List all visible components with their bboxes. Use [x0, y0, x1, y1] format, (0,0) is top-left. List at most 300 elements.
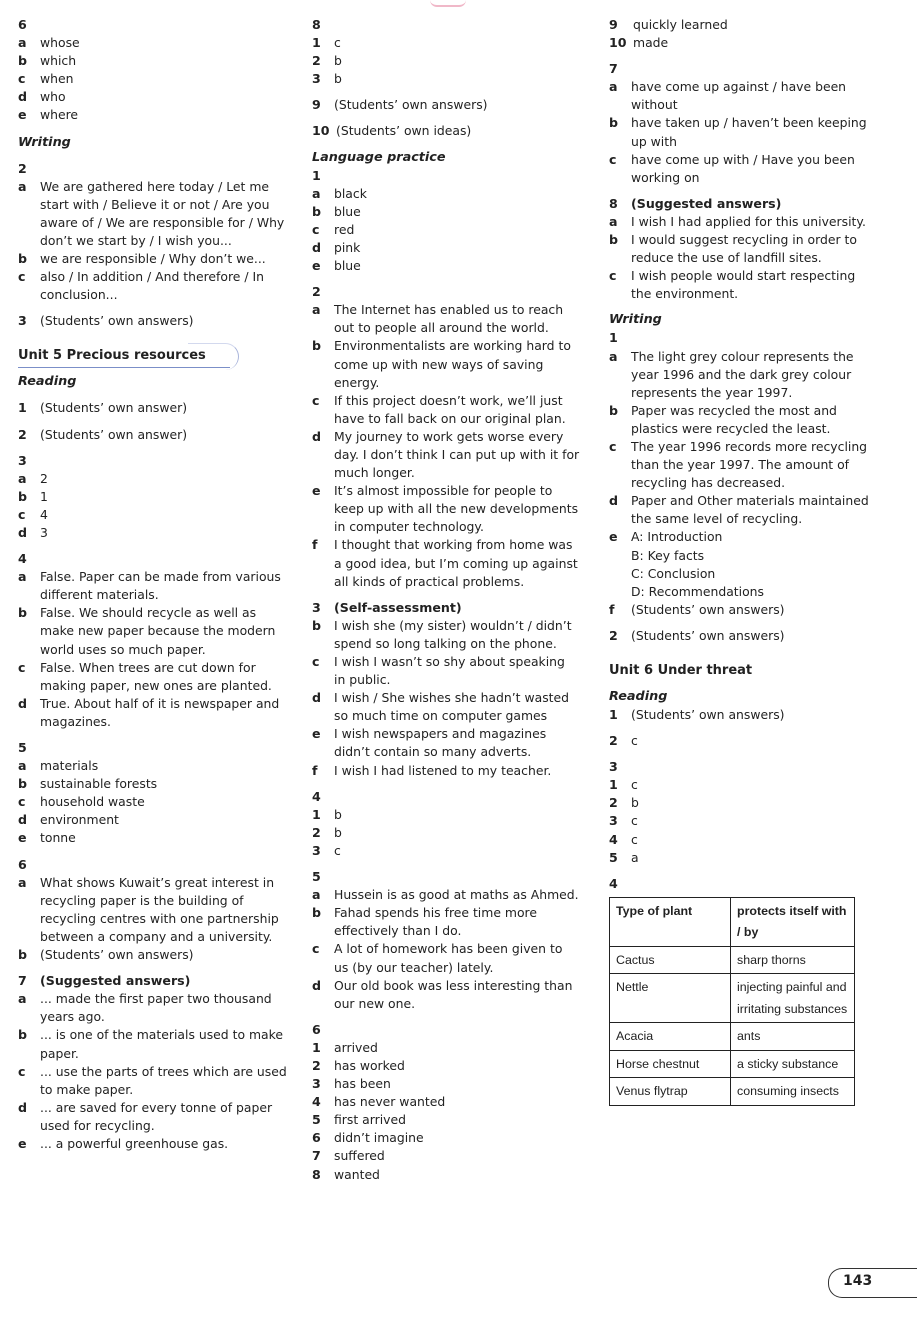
exercise-number: 1: [609, 330, 618, 346]
answer-text: A lot of homework has been given to us (by our teacher) lately.: [334, 941, 563, 975]
answer-label: c: [609, 268, 617, 284]
answer-label: 2: [312, 824, 321, 840]
answer-label: 1: [609, 777, 618, 793]
answer-text: Hussein is as good at maths as Ahmed.: [334, 887, 579, 903]
answer-text: has never wanted: [334, 1094, 446, 1110]
table-header-row: [610, 897, 855, 946]
answer-row: [18, 659, 290, 695]
answer-label: e: [18, 107, 27, 123]
answer-label: d: [609, 493, 619, 509]
answer-label: d: [312, 977, 322, 993]
answer-text: Fahad spends his free time more effectively than I do.: [334, 905, 537, 939]
exercise-subheading: (Suggested answers): [631, 195, 782, 211]
exercise-number: 5: [312, 869, 321, 885]
exercise-number: 7: [609, 61, 618, 77]
exercise-number: 8: [609, 195, 618, 211]
answer-text: who: [40, 89, 66, 105]
exercise-number: 4: [609, 875, 618, 891]
answer-row: [18, 1135, 290, 1153]
answer-row: [312, 1093, 580, 1111]
answer-text: 3: [40, 524, 48, 540]
answer-text: What shows Kuwait’s great interest in recycling paper is the building of recycling centres with one partnership between a company and a university.: [40, 874, 279, 944]
answer-row: [18, 604, 290, 658]
answer-text: tonne: [40, 830, 76, 846]
answer-label: a: [609, 213, 618, 229]
answer-text: 4: [40, 506, 48, 522]
answer-label: c: [18, 794, 26, 810]
section-heading: Writing: [609, 312, 662, 328]
top-decoration: [430, 0, 466, 7]
answer-text: quickly learned: [633, 17, 728, 32]
table-header-cell: Type of plant: [610, 897, 731, 946]
answer-row: [609, 492, 871, 528]
answer-label: b: [312, 203, 322, 219]
column-3: [609, 16, 871, 1106]
answer-text: b: [334, 53, 342, 69]
exercise-number: 6: [18, 17, 27, 32]
answer-label: d: [18, 524, 28, 540]
answer-row: [18, 1099, 290, 1135]
column-2: [312, 16, 580, 1184]
answer-text: have come up against / have been without: [631, 79, 847, 113]
column-1: [18, 16, 290, 1153]
answer-list: [18, 34, 290, 124]
answer-label: 10: [609, 35, 627, 51]
answer-row: [609, 627, 871, 645]
answer-row: [18, 757, 290, 775]
answer-text: (Students’ own answers): [631, 707, 785, 722]
answer-row: [18, 793, 290, 811]
answer-text: True. About half of it is newspaper and magazines.: [40, 695, 280, 729]
answer-text: b: [631, 795, 639, 811]
answer-list: [312, 185, 580, 275]
answer-label: b: [609, 115, 619, 131]
answer-row: [609, 34, 871, 52]
answer-label: 2: [312, 1057, 321, 1073]
exercise-number: 3: [609, 759, 618, 775]
answer-text: environment: [40, 812, 119, 828]
answer-row: [609, 794, 871, 812]
answer-list: [609, 16, 871, 52]
answer-label: d: [312, 690, 322, 706]
answer-row: [609, 78, 871, 114]
answer-text: False. Paper can be made from various different materials.: [40, 569, 281, 603]
exercise-heading-row: [18, 972, 290, 990]
answer-label: 3: [18, 313, 27, 329]
answer-label: c: [312, 654, 320, 669]
answer-row: [18, 1026, 290, 1062]
answer-row: [312, 842, 580, 860]
answer-row: [312, 301, 580, 337]
table-row: [610, 974, 855, 1023]
protection-cell: ants: [731, 1023, 855, 1051]
answer-row: [312, 1057, 580, 1075]
answer-list: [312, 34, 580, 88]
answer-row: [312, 239, 580, 257]
section-heading: Reading: [18, 374, 77, 390]
answer-row: [312, 762, 580, 780]
section-heading: Language practice: [312, 149, 446, 165]
answer-text: we are responsible / Why don’t we...: [40, 251, 266, 267]
answer-text: c: [631, 777, 638, 793]
answer-row: [312, 1111, 580, 1129]
answer-label: d: [18, 695, 28, 711]
answer-text: Paper and Other materials maintained the same level of recycling.: [631, 493, 869, 527]
answer-row: [312, 824, 580, 842]
answer-row: [312, 122, 580, 140]
answer-row: [312, 904, 580, 940]
answer-text: (Students’ own answers): [40, 313, 194, 329]
answer-row: [609, 831, 871, 849]
answer-label: 9: [312, 97, 321, 113]
answer-row: [18, 268, 290, 304]
answer-label: 3: [609, 813, 618, 829]
answer-label: 3: [312, 1076, 321, 1092]
answer-row: [18, 1063, 290, 1099]
answer-text: arrived: [334, 1039, 378, 1055]
answer-label: e: [312, 258, 321, 274]
plant-cell: Venus flytrap: [610, 1078, 731, 1106]
answer-row: [18, 775, 290, 793]
answer-row: [312, 886, 580, 904]
table-row: [610, 1050, 855, 1078]
answer-text: b: [334, 71, 342, 87]
answer-text: made: [633, 35, 669, 51]
answer-row: [18, 695, 290, 731]
answer-label: 6: [312, 1130, 321, 1146]
answer-label: b: [18, 605, 28, 621]
answer-row: [18, 88, 290, 106]
answer-text: also / In addition / And therefore / In conclusion...: [40, 269, 264, 303]
answer-label: e: [312, 726, 321, 742]
answer-list: [312, 617, 580, 780]
answer-text: False. We should recycle as well as make new paper because the modern world uses so much paper.: [40, 605, 276, 657]
answer-list: [312, 806, 580, 860]
answer-text: I wish newspapers and magazines didn’t contain so many adverts.: [334, 726, 547, 760]
answer-text: has worked: [334, 1057, 405, 1073]
answer-line: D: Recommendations: [631, 583, 764, 599]
answer-list: [18, 470, 290, 542]
answer-row: [18, 426, 290, 444]
answer-text: (Students’ own answers): [334, 97, 488, 113]
answer-text: b: [334, 824, 342, 840]
answer-text: c: [631, 813, 638, 829]
answer-list: [312, 1039, 580, 1184]
answer-text: I wish / She wishes she hadn’t wasted so much time on computer games: [334, 690, 570, 724]
answer-label: 1: [312, 35, 321, 51]
answer-label: b: [609, 232, 619, 248]
exercise-subheading: (Self-assessment): [334, 599, 462, 615]
answer-row: [312, 1147, 580, 1165]
answer-row: [312, 96, 580, 114]
answer-label: c: [312, 941, 320, 957]
answer-row: [312, 1039, 580, 1057]
answer-list: [312, 301, 580, 591]
answer-text: ... made the first paper two thousand years ago.: [40, 991, 272, 1025]
answer-text: sustainable forests: [40, 776, 158, 792]
answer-text: c: [631, 733, 638, 749]
answer-text: which: [40, 53, 77, 69]
answer-list: [609, 776, 871, 866]
answer-text: didn’t imagine: [334, 1130, 424, 1146]
answer-label: 2: [312, 53, 321, 69]
unit-heading: [609, 662, 871, 680]
answer-row: [18, 946, 290, 964]
answer-label: c: [18, 506, 26, 522]
answer-label: c: [18, 71, 26, 87]
exercise-number: 1: [312, 167, 321, 183]
answer-label: 9: [609, 17, 618, 32]
answer-list: [609, 78, 871, 187]
exercise-number: 8: [312, 17, 321, 32]
answer-text: has been: [334, 1076, 391, 1092]
answer-text: b: [334, 806, 342, 822]
answer-row: [312, 617, 580, 653]
answer-text: (Students’ own answer): [40, 426, 188, 442]
answer-row: [312, 1129, 580, 1147]
answer-label: a: [609, 79, 618, 95]
answer-text: have taken up / haven’t been keeping up with: [631, 115, 867, 149]
exercise-number: 4: [18, 551, 27, 567]
answer-label: b: [609, 402, 619, 418]
answer-label: b: [312, 617, 322, 633]
answer-text: first arrived: [334, 1112, 406, 1128]
answer-text: 1: [40, 488, 48, 504]
answer-text: c: [631, 831, 638, 847]
answer-label: 2: [609, 627, 618, 643]
answer-list: [312, 886, 580, 1013]
answer-label: b: [18, 776, 28, 792]
answer-list: [18, 990, 290, 1153]
answer-text: 2: [40, 470, 48, 486]
answer-label: a: [18, 35, 27, 51]
answer-text: Our old book was less interesting than our new one.: [334, 977, 573, 1011]
answer-row: [312, 940, 580, 976]
answer-row: [18, 990, 290, 1026]
answer-line: C: Conclusion: [631, 565, 716, 581]
answer-label: c: [18, 659, 26, 675]
answer-row: [312, 689, 580, 725]
answer-label: c: [312, 221, 320, 237]
answer-row: [609, 438, 871, 492]
plant-cell: Horse chestnut: [610, 1050, 731, 1078]
answer-text: ... a powerful greenhouse gas.: [40, 1135, 229, 1151]
answer-text: We are gathered here today / Let me start with / Believe it or not / Are you aware of / We are responsible for / Why don’t we start by / I wish you...: [40, 178, 285, 248]
table-header-cell: protects itself with / by: [731, 897, 855, 946]
protection-cell: consuming insects: [731, 1078, 855, 1106]
answer-label: 4: [312, 1094, 321, 1110]
answer-label: 4: [609, 831, 618, 847]
answer-row: [312, 337, 580, 391]
answer-row: [609, 16, 871, 34]
answer-row: [609, 776, 871, 794]
answer-row: [609, 213, 871, 231]
answer-text: My journey to work gets worse every day. I don’t think I can put up with it for much longer.: [334, 428, 580, 481]
answer-text: (Students’ own answer): [40, 400, 188, 416]
answer-row: [609, 151, 871, 187]
answer-row: [312, 1166, 580, 1184]
answer-text: I wish I had listened to my teacher.: [334, 762, 552, 778]
answer-row: [609, 348, 871, 402]
answer-label: f: [312, 537, 318, 553]
protection-cell: injecting painful and irritating substances: [731, 974, 855, 1023]
answer-text: I would suggest recycling in order to reduce the use of landfill sites.: [631, 232, 857, 266]
answer-text: whose: [40, 35, 80, 51]
answer-row: [312, 536, 580, 590]
answer-list: [609, 213, 871, 303]
answer-label: 10: [312, 123, 330, 139]
unit-title: Unit 5 Precious resources: [18, 348, 206, 364]
answer-text: If this project doesn’t work, we’ll just have to fall back on our original plan.: [334, 392, 566, 426]
answer-text: I wish I wasn’t so shy about speaking in public.: [334, 654, 565, 688]
exercise-number: 3: [18, 452, 27, 468]
answer-text: (Students’ own answers): [40, 947, 194, 963]
answer-row: [312, 1075, 580, 1093]
answer-label: 2: [609, 795, 618, 811]
answer-text: (Students’ own ideas): [336, 123, 472, 139]
answer-text: c: [334, 842, 341, 858]
answer-text: The light grey colour represents the year 1996 and the dark grey colour represents the year 1997.: [631, 348, 854, 400]
answer-list: [609, 348, 871, 529]
answer-label: 8: [312, 1166, 321, 1182]
answer-row: [18, 524, 290, 542]
answer-text: blue: [334, 203, 361, 219]
answer-row: [609, 706, 871, 724]
answer-row: [18, 488, 290, 506]
answer-text: False. When trees are cut down for making paper, new ones are planted.: [40, 659, 272, 693]
answer-row: [609, 849, 871, 867]
exercise-number: 5: [18, 740, 27, 755]
answer-row: [609, 267, 871, 303]
answer-text: I thought that working from home was a good idea, but I’m coming up against all kinds of practical problems.: [334, 537, 578, 589]
answer-row: [18, 250, 290, 268]
answer-row: [18, 811, 290, 829]
answer-row: [312, 653, 580, 689]
answer-label: a: [312, 302, 321, 318]
answer-label: b: [18, 251, 28, 267]
table-row: [610, 946, 855, 974]
answer-text: pink: [334, 239, 361, 255]
plant-cell: Nettle: [610, 974, 731, 1023]
answer-list: [18, 178, 290, 305]
answer-label: a: [18, 470, 27, 486]
answer-text: ... use the parts of trees which are used to make paper.: [40, 1063, 287, 1097]
answer-text: The year 1996 records more recycling than the year 1997. The amount of recycling has decreased.: [631, 438, 868, 491]
answer-text: It’s almost impossible for people to keep up with all the new developments in computer technology.: [334, 483, 579, 535]
answer-label: b: [312, 338, 322, 354]
answer-text: materials: [40, 758, 99, 774]
table-row: [610, 1023, 855, 1051]
answer-row: [312, 257, 580, 275]
answer-text: suffered: [334, 1148, 385, 1164]
answer-label: a: [312, 185, 321, 201]
answer-label: a: [18, 178, 27, 194]
answer-row: [312, 428, 580, 482]
answer-row: [18, 399, 290, 417]
answer-line: A: Introduction: [631, 529, 723, 545]
answer-text: [631, 528, 871, 600]
answer-text: The Internet has enabled us to reach out to people all around the world.: [334, 302, 564, 336]
table-row: [610, 1078, 855, 1106]
answer-label: a: [18, 991, 27, 1007]
unit-title: Unit 6 Under threat: [609, 663, 753, 678]
answer-label: c: [312, 392, 320, 408]
answer-label: c: [18, 1063, 26, 1079]
answer-row: [18, 178, 290, 250]
answer-label: 3: [312, 71, 321, 87]
answer-row: [312, 482, 580, 536]
answer-row: [18, 829, 290, 847]
answer-row: [312, 806, 580, 824]
answer-row: [609, 114, 871, 150]
answer-row: [18, 52, 290, 70]
answer-text: when: [40, 71, 74, 87]
answer-row: [18, 568, 290, 604]
answer-label: c: [18, 269, 26, 285]
answer-text: red: [334, 221, 355, 237]
answer-label: b: [18, 488, 28, 504]
answer-row: [609, 528, 871, 600]
exercise-number: 4: [312, 788, 321, 804]
answer-text: ... are saved for every tonne of paper used for recycling.: [40, 1099, 273, 1133]
answer-label: 5: [312, 1112, 321, 1128]
answer-label: a: [609, 348, 618, 364]
answer-row: [312, 34, 580, 52]
answer-row: [312, 392, 580, 428]
answer-label: 2: [609, 733, 618, 749]
answer-label: a: [312, 887, 321, 903]
exercise-number: 6: [312, 1021, 321, 1037]
unit-swoosh: [188, 343, 239, 370]
answer-row: [18, 70, 290, 88]
answer-label: d: [18, 89, 28, 105]
exercise-number: 3: [312, 599, 321, 615]
answer-row: [312, 725, 580, 761]
answer-label: 1: [609, 707, 618, 722]
answer-list: [18, 874, 290, 964]
answer-label: 5: [609, 849, 618, 865]
answer-row: [609, 601, 871, 619]
answer-label: d: [312, 239, 322, 255]
answer-label: e: [312, 483, 321, 499]
answer-row: [18, 874, 290, 946]
answer-text: blue: [334, 258, 361, 274]
answer-text: where: [40, 107, 79, 123]
answer-line: B: Key facts: [631, 547, 705, 563]
answer-label: 7: [312, 1148, 321, 1164]
plant-cell: Cactus: [610, 946, 731, 974]
answer-label: d: [312, 428, 322, 444]
exercise-number: 6: [18, 856, 27, 872]
answer-label: c: [609, 438, 617, 454]
answer-row: [312, 977, 580, 1013]
answer-label: 3: [312, 842, 321, 858]
answer-text: wanted: [334, 1166, 380, 1182]
answer-row: [18, 470, 290, 488]
answer-row: [18, 106, 290, 124]
exercise-number: 2: [18, 160, 27, 176]
answer-text: a: [631, 849, 639, 865]
answer-label: b: [18, 53, 28, 69]
answer-row: [312, 221, 580, 239]
exercise-number: 2: [312, 284, 321, 300]
answer-row: [18, 506, 290, 524]
answer-label: 2: [18, 426, 27, 442]
answer-text: I wish she (my sister) wouldn’t / didn’t spend so long talking on the phone.: [334, 617, 572, 651]
answer-label: b: [18, 947, 28, 963]
answer-row: [312, 203, 580, 221]
plant-defense-table: [609, 897, 855, 1106]
